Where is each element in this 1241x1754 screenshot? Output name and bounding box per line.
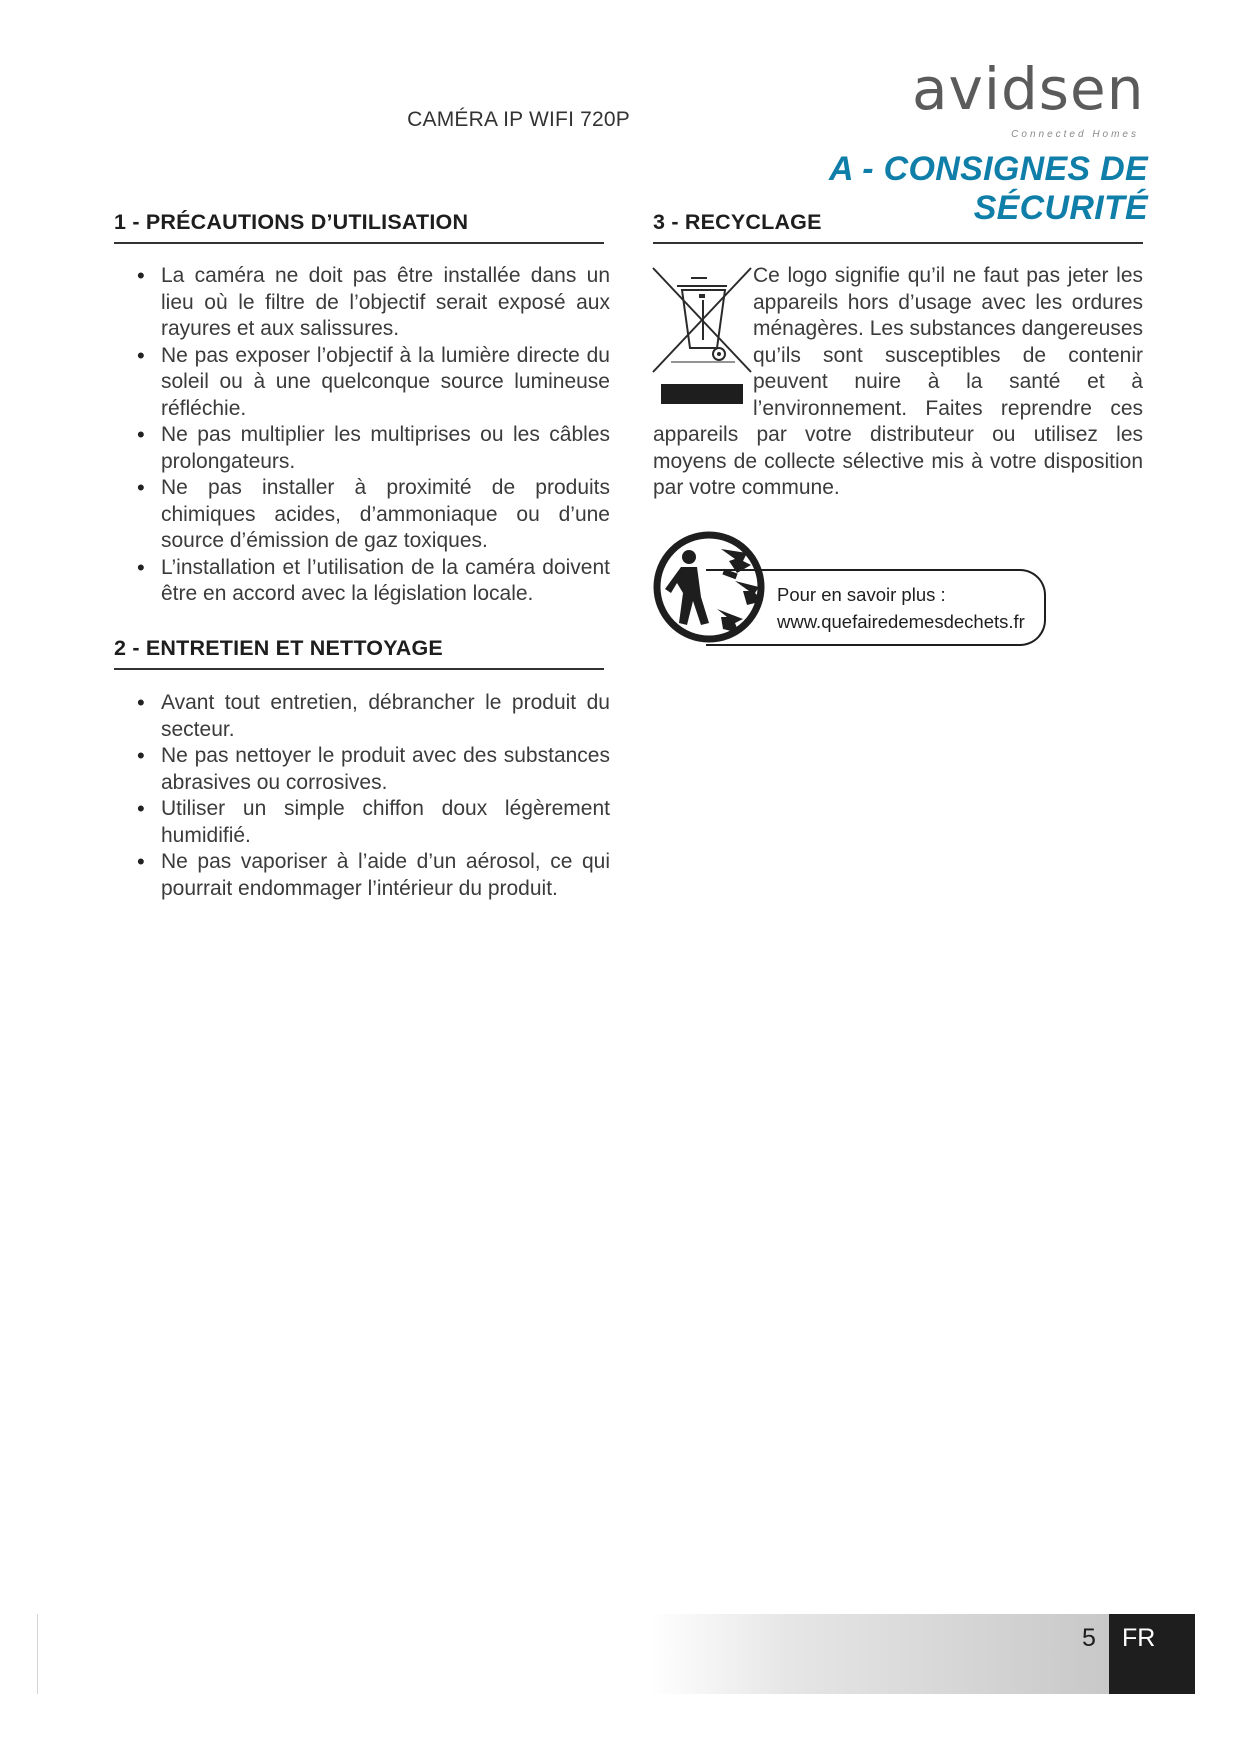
info-website-link[interactable]: www.quefairedemesdechets.fr bbox=[777, 611, 1025, 632]
list-item: • Ne pas vaporiser à l’aide d’un aérosol, ce qui pourrait endommager l’intérieur du produit. bbox=[137, 849, 610, 902]
list-item: • Ne pas exposer l’objectif à la lumière directe du soleil ou à une quelconque source lumineuse réfléchie. bbox=[137, 343, 610, 423]
footer-gradient-band bbox=[650, 1614, 1110, 1694]
list-item: • Ne pas installer à proximité de produits chimiques acides, d’ammoniaque ou d’une source d’émission de gaz toxiques. bbox=[137, 475, 610, 555]
main-title: A - CONSIGNES DE SÉCURITÉ bbox=[828, 150, 1148, 227]
section1-heading: 1 - PRÉCAUTIONS D’UTILISATION bbox=[114, 210, 604, 244]
section2-heading: 2 - ENTRETIEN ET NETTOYAGE bbox=[114, 636, 604, 670]
page-number: 5 bbox=[1082, 1624, 1096, 1652]
language-label: FR bbox=[1122, 1624, 1156, 1652]
brand-name: avidsen bbox=[912, 55, 1145, 123]
info-callout bbox=[706, 569, 1046, 646]
info-label: Pour en savoir plus : bbox=[777, 584, 946, 605]
document-title: CAMÉRA IP WIFI 720P bbox=[407, 108, 630, 131]
section1-list bbox=[137, 263, 610, 608]
list-item: • Ne pas multiplier les multiprises ou les câbles prolongateurs. bbox=[137, 422, 610, 475]
brand-tagline: Connected Homes bbox=[1011, 129, 1139, 140]
section3-heading: 3 - RECYCLAGE bbox=[653, 210, 1143, 244]
list-item: • Avant tout entretien, débrancher le produit du secteur. bbox=[137, 690, 610, 743]
crossed-bin-icon bbox=[651, 266, 753, 406]
list-item: • Ne pas nettoyer le produit avec des substances abrasives ou corrosives. bbox=[137, 743, 610, 796]
section2-list bbox=[137, 690, 610, 902]
footer-left-rule bbox=[37, 1614, 38, 1694]
brand-logo bbox=[912, 55, 1147, 144]
list-item: • La caméra ne doit pas être installée dans un lieu où le filtre de l’objectif serait exposé aux rayures et aux salissures. bbox=[137, 263, 610, 343]
list-item: • Utiliser un simple chiffon doux légèrement humidifié. bbox=[137, 796, 610, 849]
recycling-text: Ce logo signifie qu’il ne faut pas jeter les appareils hors d’usage avec les ordures ménagères. Les substances dangereuses qu’ils sont susceptibles de contenir peuvent nuire à la santé et à l’environnement. Faites reprendre ces appareils par votre distributeur ou utilisez les moyens de collecte sélective mis à votre disposition par votre commune. bbox=[653, 264, 1143, 499]
list-item: • L’installation et l’utilisation de la caméra doivent être en accord avec la législation locale. bbox=[137, 555, 610, 608]
